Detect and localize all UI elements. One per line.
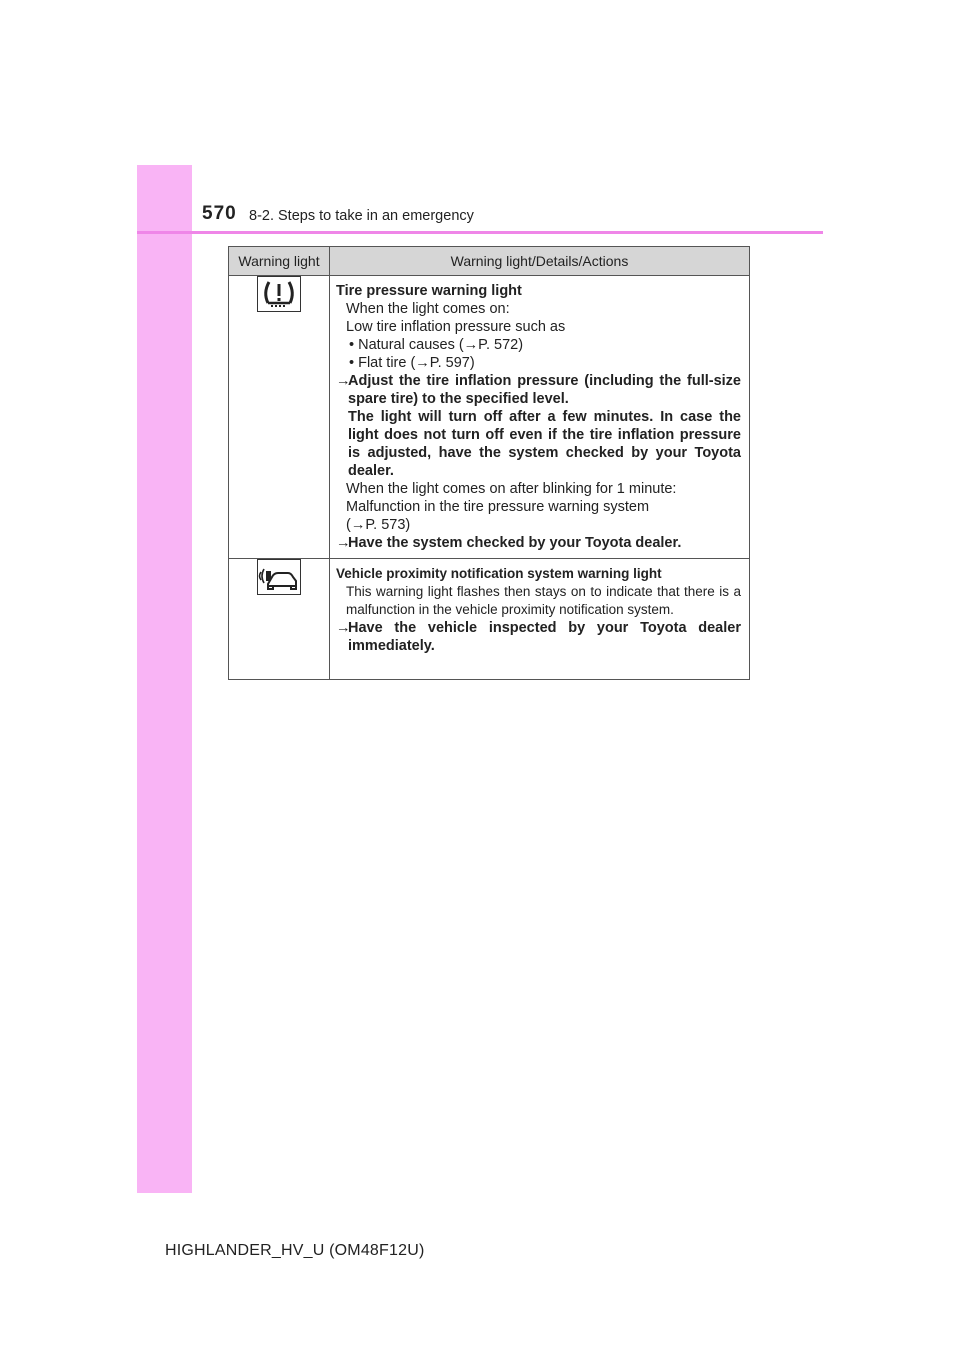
condition-text: Low tire inflation pressure such as — [346, 319, 566, 335]
icon-cell — [229, 276, 330, 559]
header-rule — [137, 231, 823, 234]
arrow-glyph: → — [336, 535, 351, 551]
details-cell — [330, 276, 750, 559]
warning-title: Tire pressure warning light — [336, 283, 522, 299]
table-row — [229, 559, 750, 680]
details-cell — [330, 559, 750, 680]
warning-title: Vehicle proximity notification system warning light — [336, 566, 662, 581]
table-header-row — [229, 247, 750, 276]
column-header-details: Warning light/Details/Actions — [330, 247, 750, 276]
tire-pressure-warning-icon — [257, 276, 301, 312]
arrow-glyph: → — [336, 620, 351, 636]
table-row — [229, 276, 750, 559]
action-text: Have the system checked by your Toyota dealer. — [348, 535, 682, 551]
action-line — [336, 534, 741, 552]
condition-text: Malfunction in the tire pressure warning system — [346, 499, 650, 515]
action-text: The light will turn off after a few minutes. In case the light does not turn off even if the tire inflation pressure is adjusted, have the system checked by your Toyota dealer. — [348, 409, 741, 479]
condition-text: When the light comes on: — [346, 301, 510, 317]
action-text: Have the vehicle inspected by your Toyota dealer immediately. — [348, 620, 741, 654]
action-line — [336, 372, 741, 480]
footer-model-code: HIGHLANDER_HV_U (OM48F12U) — [165, 1242, 425, 1259]
page-number: 570 — [202, 203, 237, 224]
bullet-item: • Flat tire (→P. 597) — [349, 355, 475, 371]
condition-text: When the light comes on after blinking for 1 minute: — [346, 481, 677, 497]
warning-light-table — [228, 246, 750, 680]
condition-text: This warning light flashes then stays on to indicate that there is a malfunction in the vehicle proximity notification system. — [346, 584, 741, 617]
arrow-glyph: → — [336, 373, 351, 389]
side-color-band — [137, 165, 192, 1193]
page-reference: (→P. 573) — [346, 517, 411, 533]
bullet-item: • Natural causes (→P. 572) — [349, 337, 524, 353]
action-line — [336, 619, 741, 655]
icon-cell — [229, 559, 330, 680]
vehicle-proximity-notification-icon — [257, 559, 301, 595]
action-text: Adjust the tire inflation pressure (including the full-size spare tire) to the specified level. — [348, 373, 741, 407]
section-title: 8-2. Steps to take in an emergency — [249, 208, 474, 224]
column-header-warning-light: Warning light — [229, 247, 330, 276]
